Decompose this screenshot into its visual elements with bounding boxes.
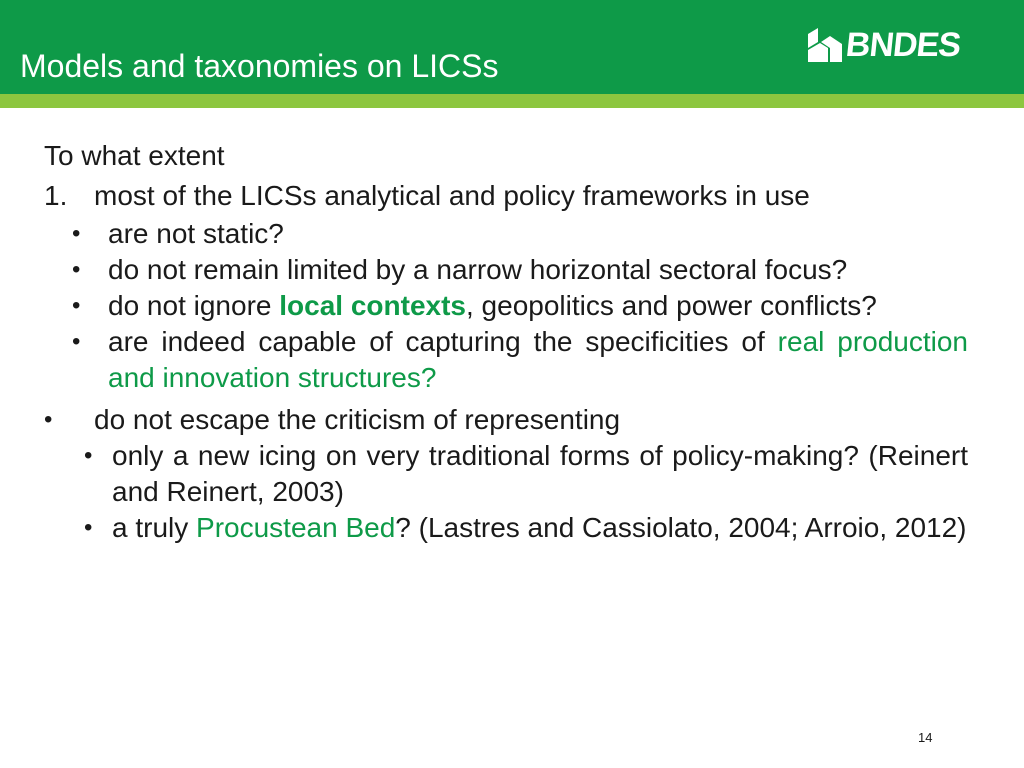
page-number: 14 [918, 730, 933, 745]
slide-content [44, 138, 968, 546]
list-item: • are not static? [72, 218, 284, 249]
list-item: • do not ignore local contexts, geopolitics and power conflicts? [72, 290, 877, 321]
item-2-bullets [84, 438, 968, 546]
list-item: • are indeed capable of capturing the specificities of real production and innovation structures? [72, 326, 969, 393]
bndes-logo-icon [808, 28, 842, 62]
slide-title: Models and taxonomies on LICSs [20, 48, 499, 84]
list-item: • only a new icing on very traditional forms of policy-making? (Reinert and Reinert, 2003) [84, 440, 968, 507]
highlight-procustean-bed: Procustean Bed [196, 512, 396, 543]
intro-text: To what extent [44, 140, 225, 171]
item-1-marker: 1. [44, 180, 68, 211]
bndes-logo [808, 25, 963, 64]
list-item: • do not remain limited by a narrow horizontal sectoral focus? [72, 254, 848, 285]
highlight-real-production: real production and innovation structures? [108, 326, 969, 393]
highlight-local-contexts: local contexts [279, 290, 466, 321]
list-item: • a truly Procustean Bed? (Lastres and Cassiolato, 2004; Arroio, 2012) [84, 512, 967, 543]
bullet-item-2 [44, 402, 968, 438]
logo-text: BNDES [844, 25, 963, 64]
item-1-bullets [72, 216, 969, 396]
numbered-item-1 [44, 178, 968, 214]
item-2-text: do not escape the criticism of representing [94, 404, 621, 435]
item-1-text: most of the LICSs analytical and policy frameworks in use [94, 180, 810, 211]
item-2-marker: • [44, 406, 53, 433]
header-stripe [0, 94, 1024, 108]
